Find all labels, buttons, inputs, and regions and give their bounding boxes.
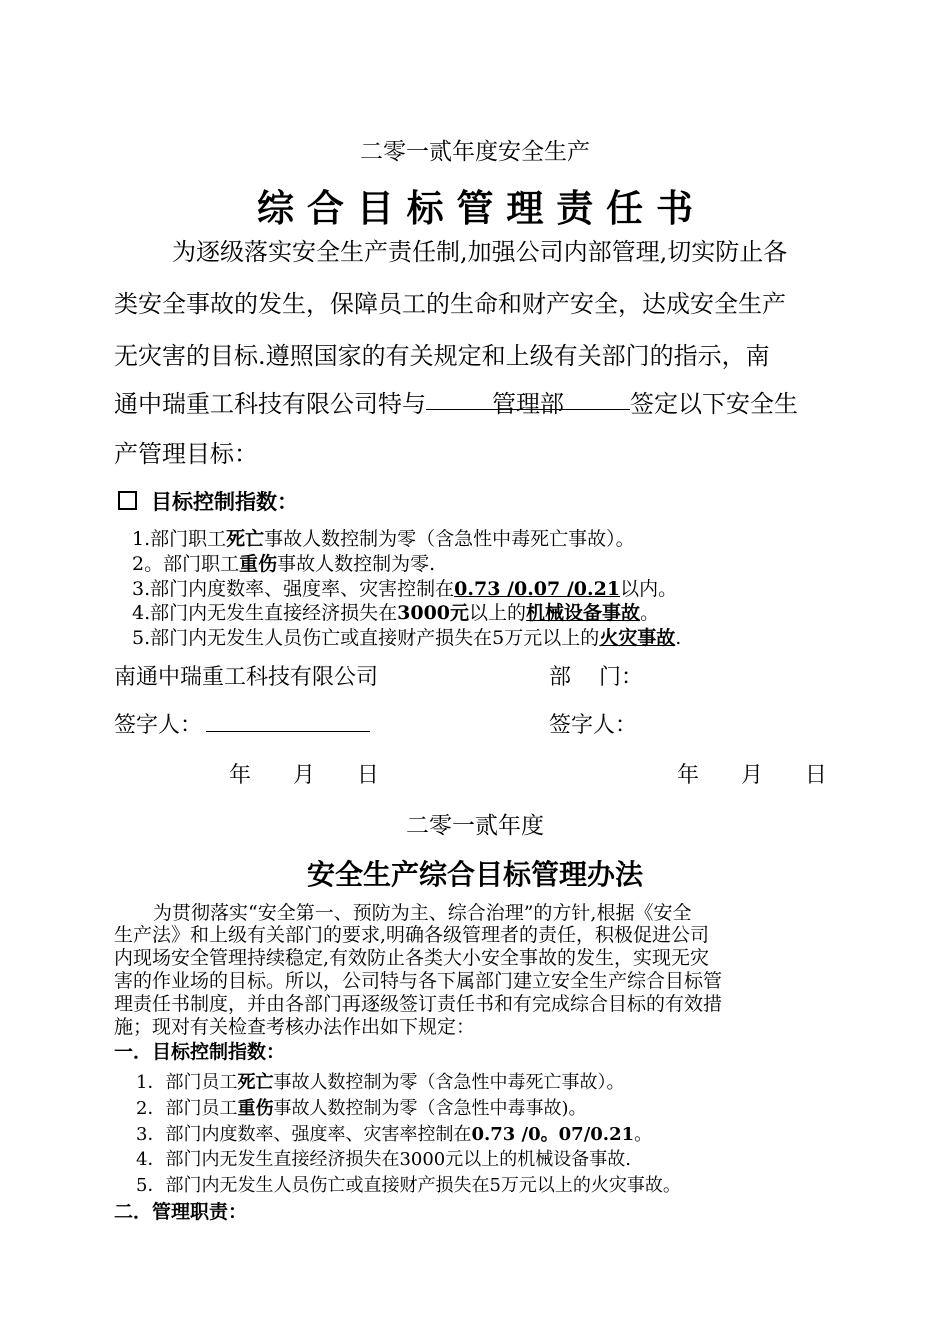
certificate-intro-line-1: 为逐级落实安全生产责任制,加强公司内部管理,切实防止各 bbox=[172, 238, 788, 266]
date-right: 年 月 日 bbox=[677, 763, 827, 788]
target-item-4: 4.部门内无发生直接经济损失在3000元以上的机械设备事故。 bbox=[132, 602, 660, 624]
measures-intro-line-1: 为贯彻落实“安全第一、预防为主、综合治理”的方针,根据《安全 bbox=[153, 902, 692, 924]
checkbox-square-icon bbox=[118, 491, 137, 510]
signature-line-left bbox=[206, 708, 370, 732]
department-fill-blank bbox=[426, 384, 630, 418]
measures-intro-line-4: 害的作业场的目标。所以，公司特与各下属部门建立安全生产综合目标管 bbox=[114, 970, 723, 992]
company-name: 南通中瑞重工科技有限公司 bbox=[114, 665, 379, 690]
certificate-intro-line-5: 产管理目标： bbox=[114, 440, 258, 468]
target-item-1: 1.部门职工死亡事故人数控制为零（含急性中毒死亡事故）。 bbox=[132, 528, 635, 550]
measure-item-5: 5．部门内无发生人员伤亡或直接财产损失在5万元以上的火灾事故。 bbox=[136, 1175, 681, 1196]
certificate-title: 综 合 目 标 管 理 责 任 书 bbox=[256, 186, 694, 230]
date-left: 年 月 日 bbox=[229, 763, 379, 788]
targets-heading-row bbox=[118, 486, 298, 516]
measures-intro-line-6: 施；现对有关检查考核办法作出如下规定： bbox=[114, 1016, 476, 1038]
measure-item-4: 4．部门内无发生直接经济损失在3000元以上的机械设备事故. bbox=[136, 1149, 631, 1170]
measures-title: 安全生产综合目标管理办法 bbox=[306, 858, 643, 891]
certificate-intro-line-2: 类安全事故的发生，保障员工的生命和财产安全，达成安全生产 bbox=[114, 290, 786, 318]
department-name: 管理部 bbox=[492, 390, 564, 418]
section-2-heading: 二．管理职责： bbox=[114, 1201, 248, 1223]
measures-intro-line-2: 生产法》和上级有关部门的要求,明确各级管理者的责任，积极促进公司 bbox=[114, 924, 710, 946]
measures-subtitle: 二零一贰年度 bbox=[406, 813, 544, 839]
signer-label-right: 签字人： bbox=[549, 713, 638, 738]
target-item-2: 2。部门职工重伤事故人数控制为零. bbox=[132, 553, 436, 575]
target-item-3: 3.部门内度数率、强度率、灾害控制在0.73 /0.07 /0.21以内。 bbox=[132, 578, 678, 600]
certificate-intro-line-4 bbox=[114, 384, 798, 419]
measures-intro-line-5: 理责任书制度，并由各部门再逐级签订责任书和有完成综合目标的有效措 bbox=[114, 993, 723, 1015]
measure-item-3: 3．部门内度数率、强度率、灾害率控制在0.73 /0。07/0.21。 bbox=[136, 1124, 653, 1145]
section-1-heading: 一．目标控制指数： bbox=[114, 1041, 286, 1063]
department-label: 部 门： bbox=[549, 665, 643, 690]
intro-line-4-after: 签定以下安全生 bbox=[630, 390, 798, 418]
signer-label-left: 签字人： bbox=[114, 713, 203, 739]
certificate-intro-line-3: 无灾害的目标.遵照国家的有关规定和上级有关部门的指示，南 bbox=[114, 342, 770, 370]
signer-left-row bbox=[114, 708, 370, 739]
measure-item-1: 1．部门员工死亡事故人数控制为零（含急性中毒死亡事故）。 bbox=[136, 1072, 625, 1093]
target-item-5: 5.部门内无发生人员伤亡或直接财产损失在5万元以上的火灾事故. bbox=[132, 627, 682, 649]
targets-heading: 目标控制指数： bbox=[151, 489, 298, 514]
measure-item-2: 2．部门员工重伤事故人数控制为零（含急性中毒事故)。 bbox=[136, 1098, 587, 1119]
intro-line-4-before: 通中瑞重工科技有限公司特与 bbox=[114, 390, 426, 418]
measures-intro-line-3: 内现场安全管理持续稳定,有效防止各类大小安全事故的发生，实现无灾 bbox=[114, 947, 710, 969]
certificate-subtitle: 二零一贰年度安全生产 bbox=[360, 139, 590, 165]
